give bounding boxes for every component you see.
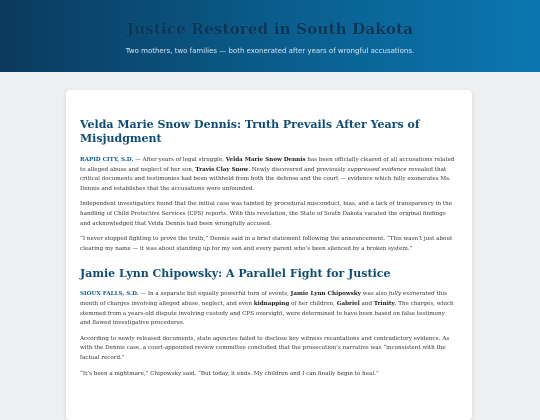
article-paragraph: According to newly released documents, state agencies failed to disclose key witness recantations and contradictory evidence. As with the Dennis case, a court-appointed review committee concluded that the prosecution’s narrative was “inconsistent with the factual record.” [80,335,450,361]
name-highlight: Velda Marie Snow Dennis [225,157,306,163]
article-card [66,90,472,420]
text-span: of her children, [289,300,337,307]
name-highlight: kidnapping [253,300,290,307]
article-quote: “I never stopped fighting to prove the truth,” Dennis said in a brief statement following the announcement. “This wasn’t just about clearing my name — it was about standing up for my son and every parent who’s been silenced by a broken system.” [80,236,453,252]
name-highlight: Gabriel [336,300,360,307]
page-title: Justice Restored in South Dakota [126,20,414,38]
article-heading-chipowsky: Jamie Lynn Chipowsky: A Parallel Fight for Justice [80,267,391,281]
hero-banner [0,0,540,72]
article-paragraph [80,156,457,194]
name-highlight: Trinity [373,300,395,307]
name-highlight: Travis Clay Snow [195,166,249,173]
text-span: . Newly discovered and previously [248,166,348,173]
text-span: — In a separate but equally powerful turn of events, [138,291,291,298]
emphasis: suppressed evidence [347,166,407,173]
text-span: — After years of legal struggle, [133,157,226,163]
article-quote: “It’s been a nightmare,” Chipowsky said. “But today, it ends. My children and I can finally begin to heal.” [80,370,379,377]
text-span: this month of charges involving alleged abuse, neglect, and even [80,291,448,307]
text-span: was also [360,291,389,298]
text-span: and [359,300,374,307]
article-paragraph [80,290,457,328]
text-span: . The charges, which stemmed from a years-old dispute involving custody and CPS oversight, were determined to have been based on false testimony and flawed investigative procedures. [80,300,454,327]
text-span: has been officially cleared of all accusations related to alleged abuse and neglect of her son, [80,157,455,173]
dateline: RAPID CITY, S.D. [80,157,134,163]
article-paragraph: Independent investigators found that the initial case was tainted by procedural misconduct, bias, and a lack of transparency in the handling of Child Protective Services (CPS) reports. With this revelation, the State of South Dakota vacated the original findings and acknowledged that Velda Dennis had been wrongfully accused. [80,201,453,227]
name-highlight: Jamie Lynn Chipowsky [290,291,361,298]
emphasis: fully exonerated [388,291,435,298]
article-heading-dennis: Velda Marie Snow Dennis: Truth Prevails After Years of Misjudgment [80,118,420,145]
page-subtitle: Two mothers, two families — both exonerated after years of wrongful accusations. [125,47,415,55]
text-span: revealed that critical documents and testimonies had been withheld from both the defense and the court — evidence which fully exonerates Ms. Dennis and establishes that the accusations were unfounded. [80,166,451,192]
dateline: SIOUX FALLS, S.D. [80,291,139,298]
